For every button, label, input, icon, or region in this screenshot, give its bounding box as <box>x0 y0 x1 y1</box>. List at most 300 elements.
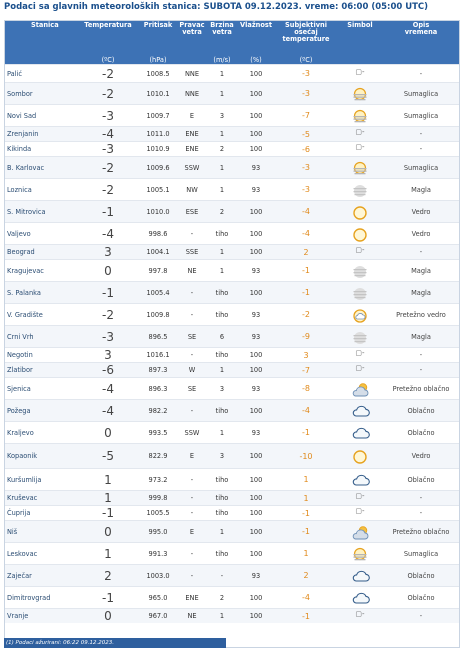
subjective-temp-cell: -1 <box>275 422 337 444</box>
wind-speed-cell: tiho <box>207 223 237 245</box>
humidity-cell: 100 <box>237 282 275 304</box>
wind-speed-cell: 1 <box>207 127 237 142</box>
humidity-cell: 100 <box>237 201 275 223</box>
temperature-cell: -1 <box>77 201 139 223</box>
wind-speed-cell: 3 <box>207 378 237 400</box>
description-cell: Magla <box>383 260 459 282</box>
table-row <box>5 245 459 260</box>
subjective-temp-cell: -4 <box>275 223 337 245</box>
humidity-cell: 93 <box>237 422 275 444</box>
col-header-humidity: Vlažnost <box>237 21 275 55</box>
symbol-cell <box>337 105 383 127</box>
wind-speed-cell: tiho <box>207 304 237 326</box>
wind-speed-cell: 6 <box>207 326 237 348</box>
pressure-cell: 1003.0 <box>139 565 177 587</box>
broken-image-icon: ▢- <box>355 349 365 357</box>
wind-direction-cell: NE <box>177 609 207 624</box>
wind-direction-cell: - <box>177 282 207 304</box>
subjective-temp-cell: -3 <box>275 83 337 105</box>
pressure-cell: 1005.1 <box>139 179 177 201</box>
description-cell: Vedro <box>383 201 459 223</box>
humidity-cell: 100 <box>237 506 275 521</box>
wind-speed-cell: tiho <box>207 543 237 565</box>
pressure-cell: 1005.5 <box>139 506 177 521</box>
wind-direction-cell: E <box>177 444 207 469</box>
fog-sun-icon <box>352 109 368 123</box>
wind-direction-cell: ENE <box>177 587 207 609</box>
humidity-cell: 100 <box>237 587 275 609</box>
wind-speed-cell: tiho <box>207 282 237 304</box>
station-name: Sombor <box>5 83 77 105</box>
symbol-cell <box>337 282 383 304</box>
symbol-cell <box>337 326 383 348</box>
unit-humidity: (%) <box>237 55 275 65</box>
description-cell: Oblačno <box>383 587 459 609</box>
table-row <box>5 444 459 469</box>
temperature-cell: -4 <box>77 400 139 422</box>
humidity-cell: 100 <box>237 521 275 543</box>
subjective-temp-cell: 2 <box>275 245 337 260</box>
temperature-cell: 1 <box>77 543 139 565</box>
table-row <box>5 260 459 282</box>
humidity-cell: 100 <box>237 142 275 157</box>
temperature-cell: 1 <box>77 491 139 506</box>
description-cell: - <box>383 245 459 260</box>
symbol-cell <box>337 157 383 179</box>
humidity-cell: 100 <box>237 543 275 565</box>
wind-direction-cell: - <box>177 304 207 326</box>
subjective-temp-cell: -7 <box>275 105 337 127</box>
pressure-cell: 1010.0 <box>139 201 177 223</box>
temperature-cell: -5 <box>77 444 139 469</box>
subjective-temp-cell: 2 <box>275 565 337 587</box>
description-cell: Magla <box>383 282 459 304</box>
description-cell: Magla <box>383 179 459 201</box>
table-row <box>5 157 459 179</box>
symbol-cell <box>337 348 383 363</box>
fog-icon <box>352 330 368 344</box>
wind-direction-cell: ESE <box>177 201 207 223</box>
humidity-cell: 93 <box>237 378 275 400</box>
description-cell: Pretežno oblačno <box>383 378 459 400</box>
wind-direction-cell: SSW <box>177 157 207 179</box>
cloud-icon <box>352 569 368 583</box>
station-name: Valjevo <box>5 223 77 245</box>
temperature-cell: -2 <box>77 83 139 105</box>
station-name: Sjenica <box>5 378 77 400</box>
wind-speed-cell: 3 <box>207 444 237 469</box>
humidity-cell: 100 <box>237 83 275 105</box>
wind-direction-cell: SSW <box>177 422 207 444</box>
temperature-cell: -2 <box>77 304 139 326</box>
station-name: V. Gradište <box>5 304 77 326</box>
humidity-cell: 100 <box>237 223 275 245</box>
sun-icon <box>352 227 368 241</box>
col-header-wind-speed: Brzina vetra <box>207 21 237 55</box>
station-name: Zaječar <box>5 565 77 587</box>
station-name: Loznica <box>5 179 77 201</box>
table-row <box>5 378 459 400</box>
weather-table <box>5 21 459 623</box>
symbol-cell <box>337 201 383 223</box>
station-name: Požega <box>5 400 77 422</box>
station-name: B. Karlovac <box>5 157 77 179</box>
table-row <box>5 587 459 609</box>
wind-speed-cell: 1 <box>207 179 237 201</box>
station-name: Vranje <box>5 609 77 624</box>
wind-direction-cell: ENE <box>177 142 207 157</box>
table-row <box>5 400 459 422</box>
station-name: Kragujevac <box>5 260 77 282</box>
station-name: Dimitrovgrad <box>5 587 77 609</box>
pressure-cell: 1005.4 <box>139 282 177 304</box>
symbol-cell <box>337 422 383 444</box>
page-title: Podaci sa glavnih meteoroloških stanica: SUBOTA 09.12.2023. vreme: 06:00 (05:00 UTC) <box>4 2 429 12</box>
temperature-cell: -3 <box>77 142 139 157</box>
station-name: Palić <box>5 65 77 83</box>
temperature-cell: 2 <box>77 565 139 587</box>
wind-speed-cell: 2 <box>207 142 237 157</box>
station-name: Zrenjanin <box>5 127 77 142</box>
description-cell: Sumaglica <box>383 157 459 179</box>
wind-direction-cell: - <box>177 400 207 422</box>
wind-direction-cell: E <box>177 105 207 127</box>
subjective-temp-cell: -6 <box>275 142 337 157</box>
unit-temperature: (ºC) <box>77 55 139 65</box>
table-row <box>5 83 459 105</box>
pressure-cell: 982.2 <box>139 400 177 422</box>
broken-image-icon: ▢- <box>355 610 365 618</box>
subjective-temp-cell: 3 <box>275 348 337 363</box>
sun-icon <box>352 449 368 463</box>
pressure-cell: 1010.1 <box>139 83 177 105</box>
wind-speed-cell: tiho <box>207 469 237 491</box>
pressure-cell: 965.0 <box>139 587 177 609</box>
subjective-temp-cell: -4 <box>275 400 337 422</box>
temperature-cell: -3 <box>77 326 139 348</box>
pressure-cell: 997.8 <box>139 260 177 282</box>
pressure-cell: 999.8 <box>139 491 177 506</box>
subjective-temp-cell: -1 <box>275 282 337 304</box>
temperature-cell: -1 <box>77 587 139 609</box>
pressure-cell: 991.3 <box>139 543 177 565</box>
symbol-cell <box>337 378 383 400</box>
unit-subjective: (ºC) <box>275 55 337 65</box>
unit-wind-speed: (m/s) <box>207 55 237 65</box>
humidity-cell: 100 <box>237 245 275 260</box>
wind-speed-cell: tiho <box>207 400 237 422</box>
station-name: Leskovac <box>5 543 77 565</box>
subjective-temp-cell: 1 <box>275 491 337 506</box>
broken-image-icon: ▢- <box>355 492 365 500</box>
symbol-cell <box>337 179 383 201</box>
pressure-cell: 822.9 <box>139 444 177 469</box>
symbol-cell <box>337 444 383 469</box>
symbol-cell <box>337 260 383 282</box>
humidity-cell: 93 <box>237 304 275 326</box>
subjective-temp-cell: -3 <box>275 157 337 179</box>
wind-direction-cell: E <box>177 521 207 543</box>
footer-update-note: (1) Podaci ažurirani: 06:22 09.12.2023. <box>4 638 226 648</box>
table-row <box>5 469 459 491</box>
description-cell: - <box>383 348 459 363</box>
col-header-description: Opis vremena <box>383 21 459 55</box>
subjective-temp-cell: -10 <box>275 444 337 469</box>
wind-direction-cell: - <box>177 506 207 521</box>
pressure-cell: 973.2 <box>139 469 177 491</box>
station-name: Zlatibor <box>5 363 77 378</box>
symbol-cell <box>337 565 383 587</box>
table-row <box>5 105 459 127</box>
wind-speed-cell: 1 <box>207 83 237 105</box>
symbol-cell <box>337 223 383 245</box>
pressure-cell: 897.3 <box>139 363 177 378</box>
pressure-cell: 1009.8 <box>139 304 177 326</box>
fog-sun-icon <box>352 547 368 561</box>
col-header-temperature: Temperatura <box>77 21 139 55</box>
table-row <box>5 282 459 304</box>
description-cell: Vedro <box>383 223 459 245</box>
temperature-cell: -2 <box>77 65 139 83</box>
symbol-cell <box>337 400 383 422</box>
wind-direction-cell: - <box>177 565 207 587</box>
wind-direction-cell: SE <box>177 326 207 348</box>
station-name: Niš <box>5 521 77 543</box>
description-cell: Sumaglica <box>383 105 459 127</box>
wind-speed-cell: tiho <box>207 491 237 506</box>
station-name: Kraljevo <box>5 422 77 444</box>
wind-direction-cell: NNE <box>177 83 207 105</box>
subjective-temp-cell: -1 <box>275 260 337 282</box>
table-row <box>5 363 459 378</box>
subjective-temp-cell: -2 <box>275 304 337 326</box>
table-row <box>5 491 459 506</box>
pressure-cell: 1009.6 <box>139 157 177 179</box>
temperature-cell: -4 <box>77 223 139 245</box>
station-name: Ćuprija <box>5 506 77 521</box>
subjective-temp-cell: -3 <box>275 179 337 201</box>
description-cell: - <box>383 491 459 506</box>
pressure-cell: 896.5 <box>139 326 177 348</box>
description-cell: - <box>383 609 459 624</box>
subjective-temp-cell: 1 <box>275 543 337 565</box>
subjective-temp-cell: -4 <box>275 587 337 609</box>
cloud-icon <box>352 426 368 440</box>
humidity-cell: 93 <box>237 179 275 201</box>
table-row <box>5 609 459 624</box>
pressure-cell: 995.0 <box>139 521 177 543</box>
description-cell: Pretežno vedro <box>383 304 459 326</box>
wind-speed-cell: 1 <box>207 609 237 624</box>
humidity-cell: 100 <box>237 127 275 142</box>
station-name: Kruševac <box>5 491 77 506</box>
symbol-cell <box>337 543 383 565</box>
temperature-cell: 1 <box>77 469 139 491</box>
wind-direction-cell: NW <box>177 179 207 201</box>
temperature-cell: -6 <box>77 363 139 378</box>
weather-table-container <box>4 20 460 648</box>
pressure-cell: 896.3 <box>139 378 177 400</box>
wind-speed-cell: 1 <box>207 245 237 260</box>
table-row <box>5 565 459 587</box>
humidity-cell: 93 <box>237 326 275 348</box>
symbol-cell <box>337 506 383 521</box>
humidity-cell: 100 <box>237 105 275 127</box>
temperature-cell: 3 <box>77 245 139 260</box>
humidity-cell: 100 <box>237 348 275 363</box>
wind-speed-cell: 1 <box>207 65 237 83</box>
station-name: S. Mitrovica <box>5 201 77 223</box>
fog-icon <box>352 286 368 300</box>
pressure-cell: 1016.1 <box>139 348 177 363</box>
subjective-temp-cell: -1 <box>275 609 337 624</box>
table-row <box>5 127 459 142</box>
wind-speed-cell: 1 <box>207 363 237 378</box>
description-cell: Oblačno <box>383 469 459 491</box>
station-name: Crni Vrh <box>5 326 77 348</box>
symbol-cell <box>337 363 383 378</box>
wind-speed-cell: 1 <box>207 422 237 444</box>
description-cell: Magla <box>383 326 459 348</box>
humidity-cell: 100 <box>237 400 275 422</box>
col-header-wind-direction: Pravac vetra <box>177 21 207 55</box>
station-name: S. Palanka <box>5 282 77 304</box>
symbol-cell <box>337 65 383 83</box>
wind-direction-cell: - <box>177 223 207 245</box>
humidity-cell: 100 <box>237 609 275 624</box>
temperature-cell: 0 <box>77 521 139 543</box>
table-row <box>5 179 459 201</box>
temperature-cell: -4 <box>77 127 139 142</box>
wind-direction-cell: - <box>177 469 207 491</box>
humidity-cell: 100 <box>237 363 275 378</box>
broken-image-icon: ▢- <box>355 246 365 254</box>
temperature-cell: -1 <box>77 282 139 304</box>
cloud-icon <box>352 591 368 605</box>
cloud-sun-icon <box>352 382 368 396</box>
wind-direction-cell: - <box>177 491 207 506</box>
symbol-cell <box>337 245 383 260</box>
cloud-icon <box>352 473 368 487</box>
temperature-cell: -4 <box>77 378 139 400</box>
col-header-station: Stanica <box>5 21 77 55</box>
description-cell: Sumaglica <box>383 543 459 565</box>
wind-speed-cell: tiho <box>207 506 237 521</box>
wind-direction-cell: W <box>177 363 207 378</box>
wind-speed-cell: 2 <box>207 587 237 609</box>
description-cell: - <box>383 142 459 157</box>
subjective-temp-cell: -3 <box>275 65 337 83</box>
description-cell: - <box>383 506 459 521</box>
humidity-cell: 100 <box>237 444 275 469</box>
sun-cloud-icon <box>352 308 368 322</box>
table-row <box>5 201 459 223</box>
wind-direction-cell: NNE <box>177 65 207 83</box>
subjective-temp-cell: -7 <box>275 363 337 378</box>
symbol-cell <box>337 609 383 624</box>
symbol-cell <box>337 491 383 506</box>
pressure-cell: 1009.7 <box>139 105 177 127</box>
table-row <box>5 142 459 157</box>
wind-direction-cell: SE <box>177 378 207 400</box>
description-cell: Sumaglica <box>383 83 459 105</box>
temperature-cell: -2 <box>77 179 139 201</box>
broken-image-icon: ▢- <box>355 67 365 76</box>
station-name: Beograd <box>5 245 77 260</box>
wind-direction-cell: - <box>177 543 207 565</box>
pressure-cell: 1004.1 <box>139 245 177 260</box>
description-cell: - <box>383 127 459 142</box>
subjective-temp-cell: -1 <box>275 506 337 521</box>
fog-sun-icon <box>352 161 368 175</box>
temperature-cell: 3 <box>77 348 139 363</box>
wind-direction-cell: NE <box>177 260 207 282</box>
table-row <box>5 348 459 363</box>
station-name: Kikinda <box>5 142 77 157</box>
fog-icon <box>352 183 368 197</box>
symbol-cell <box>337 304 383 326</box>
humidity-cell: 93 <box>237 565 275 587</box>
table-row <box>5 223 459 245</box>
fog-icon <box>352 264 368 278</box>
temperature-cell: 0 <box>77 422 139 444</box>
fog-sun-icon <box>352 87 368 101</box>
pressure-cell: 998.6 <box>139 223 177 245</box>
col-header-pressure: Pritisak <box>139 21 177 55</box>
wind-speed-cell: 1 <box>207 157 237 179</box>
col-header-subjective: Subjektivni osećaj temperature <box>275 21 337 55</box>
pressure-cell: 993.5 <box>139 422 177 444</box>
symbol-cell <box>337 587 383 609</box>
symbol-cell <box>337 83 383 105</box>
table-row <box>5 422 459 444</box>
pressure-cell: 1008.5 <box>139 65 177 83</box>
station-name: Kuršumlija <box>5 469 77 491</box>
wind-speed-cell: - <box>207 565 237 587</box>
station-name: Negotin <box>5 348 77 363</box>
description-cell: Oblačno <box>383 422 459 444</box>
table-row <box>5 506 459 521</box>
subjective-temp-cell: -5 <box>275 127 337 142</box>
symbol-cell <box>337 521 383 543</box>
table-row <box>5 304 459 326</box>
humidity-cell: 100 <box>237 65 275 83</box>
table-row <box>5 326 459 348</box>
wind-speed-cell: 1 <box>207 260 237 282</box>
pressure-cell: 1010.9 <box>139 142 177 157</box>
wind-speed-cell: 3 <box>207 105 237 127</box>
description-cell: Vedro <box>383 444 459 469</box>
wind-direction-cell: - <box>177 348 207 363</box>
table-row <box>5 65 459 83</box>
description-cell: Pretežno oblačno <box>383 521 459 543</box>
broken-image-icon: ▢- <box>355 128 365 136</box>
wind-speed-cell: 2 <box>207 201 237 223</box>
description-cell: - <box>383 363 459 378</box>
table-row <box>5 543 459 565</box>
description-cell: Oblačno <box>383 400 459 422</box>
subjective-temp-cell: -9 <box>275 326 337 348</box>
wind-direction-cell: SSE <box>177 245 207 260</box>
description-cell: - <box>383 65 459 83</box>
temperature-cell: 0 <box>77 609 139 624</box>
broken-image-icon: ▢- <box>355 364 365 372</box>
symbol-cell <box>337 142 383 157</box>
temperature-cell: -2 <box>77 157 139 179</box>
unit-pressure: (hPa) <box>139 55 177 65</box>
broken-image-icon: ▢- <box>355 507 365 515</box>
table-row <box>5 521 459 543</box>
